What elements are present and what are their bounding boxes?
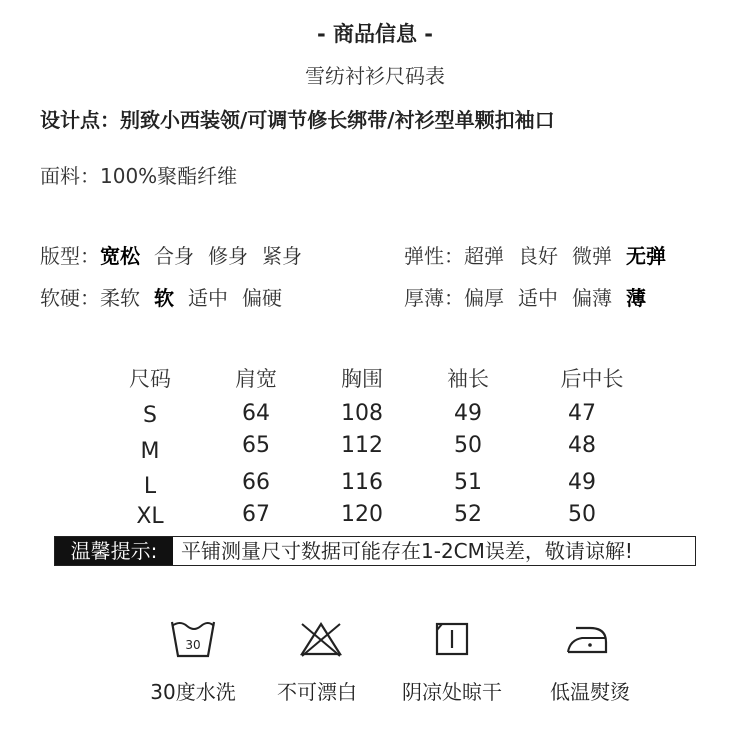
thickness-option: 薄	[626, 286, 646, 310]
low-iron-icon	[562, 616, 612, 662]
size-cell: 49	[568, 470, 596, 495]
thickness-label: 厚薄：	[404, 286, 464, 310]
size-cell: 52	[454, 502, 482, 527]
size-cell: 51	[454, 470, 482, 495]
size-cell: M	[140, 439, 160, 464]
softness-row	[40, 282, 282, 311]
thickness-row	[404, 282, 646, 311]
fit-option: 修身	[208, 244, 248, 268]
size-cell: 67	[242, 502, 270, 527]
fit-option: 紧身	[262, 244, 302, 268]
shade-dry-icon	[428, 616, 478, 662]
size-table	[0, 360, 750, 530]
size-cell: 65	[242, 433, 270, 458]
elasticity-option: 无弹	[626, 244, 666, 268]
page-title: - 商品信息 -	[316, 22, 434, 46]
thickness-option: 偏厚	[464, 286, 504, 310]
care-label: 30度水洗	[150, 680, 236, 704]
thickness-option: 偏薄	[572, 286, 612, 310]
fit-row	[40, 240, 302, 269]
size-cell: L	[143, 474, 157, 499]
size-cell: XL	[136, 504, 164, 529]
design-points: 设计点：别致小西装领/可调节修长绑带/衬衫型单颗扣袖口	[40, 108, 555, 132]
size-cell: 50	[454, 433, 482, 458]
wash-temp-label: 30	[185, 638, 201, 652]
size-cell: 48	[568, 433, 596, 458]
elasticity-option: 超弹	[464, 244, 504, 268]
page-subtitle: 雪纺衬衫尺码表	[305, 64, 445, 88]
softness-option: 偏硬	[242, 286, 282, 310]
fit-option: 宽松	[100, 244, 140, 268]
size-cell: 50	[568, 502, 596, 527]
fabric-info: 面料：100%聚酯纤维	[40, 164, 238, 188]
size-cell: 108	[341, 401, 383, 426]
size-cell: 112	[341, 433, 383, 458]
fit-label: 版型：	[40, 244, 100, 268]
size-header: 袖长	[447, 367, 489, 391]
elasticity-label: 弹性：	[404, 244, 464, 268]
size-header: 尺码	[129, 367, 171, 391]
size-cell: 116	[341, 470, 383, 495]
elasticity-row	[404, 240, 666, 269]
care-label: 阴凉处晾干	[402, 680, 502, 704]
size-header: 胸围	[341, 367, 383, 391]
softness-option: 软	[154, 286, 174, 310]
size-cell: 64	[242, 401, 270, 426]
care-label: 不可漂白	[277, 680, 357, 704]
softness-option: 柔软	[100, 286, 140, 310]
care-label: 低温熨烫	[550, 680, 630, 704]
size-header: 后中长	[560, 367, 624, 391]
elasticity-option: 良好	[518, 244, 558, 268]
wash-30-icon	[168, 616, 218, 662]
notice-label: 温馨提示:	[55, 537, 173, 565]
size-cell: 120	[341, 502, 383, 527]
size-cell: 49	[454, 401, 482, 426]
softness-option: 适中	[188, 286, 228, 310]
softness-label: 软硬：	[40, 286, 100, 310]
size-cell: 66	[242, 470, 270, 495]
elasticity-option: 微弹	[572, 244, 612, 268]
notice-text: 平铺测量尺寸数据可能存在1-2CM误差，敬请谅解!	[181, 539, 633, 563]
no-bleach-icon	[296, 616, 346, 662]
size-cell: 47	[568, 401, 596, 426]
size-cell: S	[143, 403, 157, 428]
size-header: 肩宽	[235, 367, 277, 391]
fit-option: 合身	[154, 244, 194, 268]
thickness-option: 适中	[518, 286, 558, 310]
notice-box	[54, 536, 696, 566]
